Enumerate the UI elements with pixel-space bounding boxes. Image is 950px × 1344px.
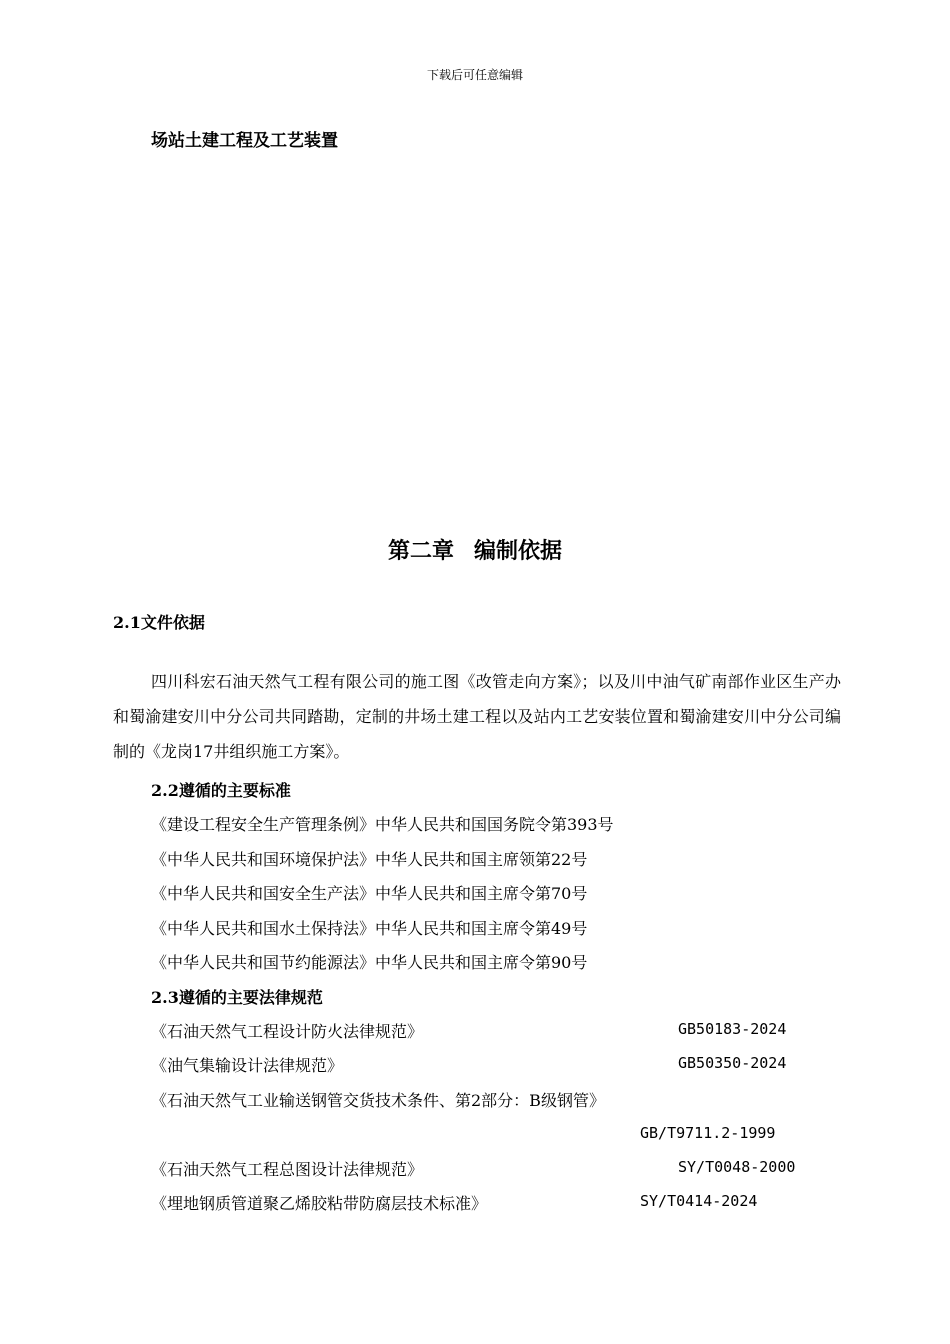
standard-item: 《中华人民共和国节约能源法》中华人民共和国主席令第90号 — [151, 953, 588, 972]
chapter-number: 第二章 — [387, 538, 454, 564]
standard-item: 《中华人民共和国环境保护法》中华人民共和国主席领第22号 — [151, 850, 588, 869]
heading-2-1: 2.1文件依据 — [113, 613, 205, 632]
chapter-name: 编制依据 — [474, 538, 563, 564]
regulation-name: 《埋地钢质管道聚乙烯胶粘带防腐层技术标准》 — [151, 1194, 488, 1213]
heading-2-2: 2.2遵循的主要标准 — [151, 781, 291, 800]
regulation-code: GB50183-2024 — [678, 1020, 787, 1038]
standard-item: 《建设工程安全生产管理条例》中华人民共和国国务院令第393号 — [151, 815, 614, 834]
standard-item: 《中华人民共和国安全生产法》中华人民共和国主席令第70号 — [151, 884, 588, 903]
header-note: 下载后可任意编辑 — [426, 68, 523, 82]
paragraph-2-1: 四川科宏石油天然气工程有限公司的施工图《改管走向方案》；以及川中油气矿南部作业区生产办和蜀渝建安川中分公司共同踏勘，定制的井场土建工程以及站内工艺安装位置和蜀渝建安川中分公司编制的《龙岗17井组织施工方案》。 — [113, 672, 841, 761]
regulation-name: 《石油天然气工程设计防火法律规范》 — [151, 1022, 424, 1041]
standard-item: 《中华人民共和国水土保持法》中华人民共和国主席令第49号 — [151, 919, 588, 938]
regulation-code: GB/T9711.2-1999 — [640, 1124, 776, 1142]
regulation-name: 《石油天然气工程总图设计法律规范》 — [151, 1160, 424, 1179]
regulation-code: SY/T0048-2000 — [678, 1158, 796, 1176]
regulation-name: 《石油天然气工业输送钢管交货技术条件、第2部分：B级钢管》 — [151, 1091, 605, 1110]
chapter-title — [0, 534, 950, 565]
heading-2-3: 2.3遵循的主要法律规范 — [151, 988, 323, 1007]
section-title: 场站土建工程及工艺装置 — [151, 131, 338, 151]
regulation-code: GB50350-2024 — [678, 1054, 787, 1072]
regulation-name: 《油气集输设计法律规范》 — [151, 1056, 344, 1075]
regulation-code: SY/T0414-2024 — [640, 1192, 758, 1210]
